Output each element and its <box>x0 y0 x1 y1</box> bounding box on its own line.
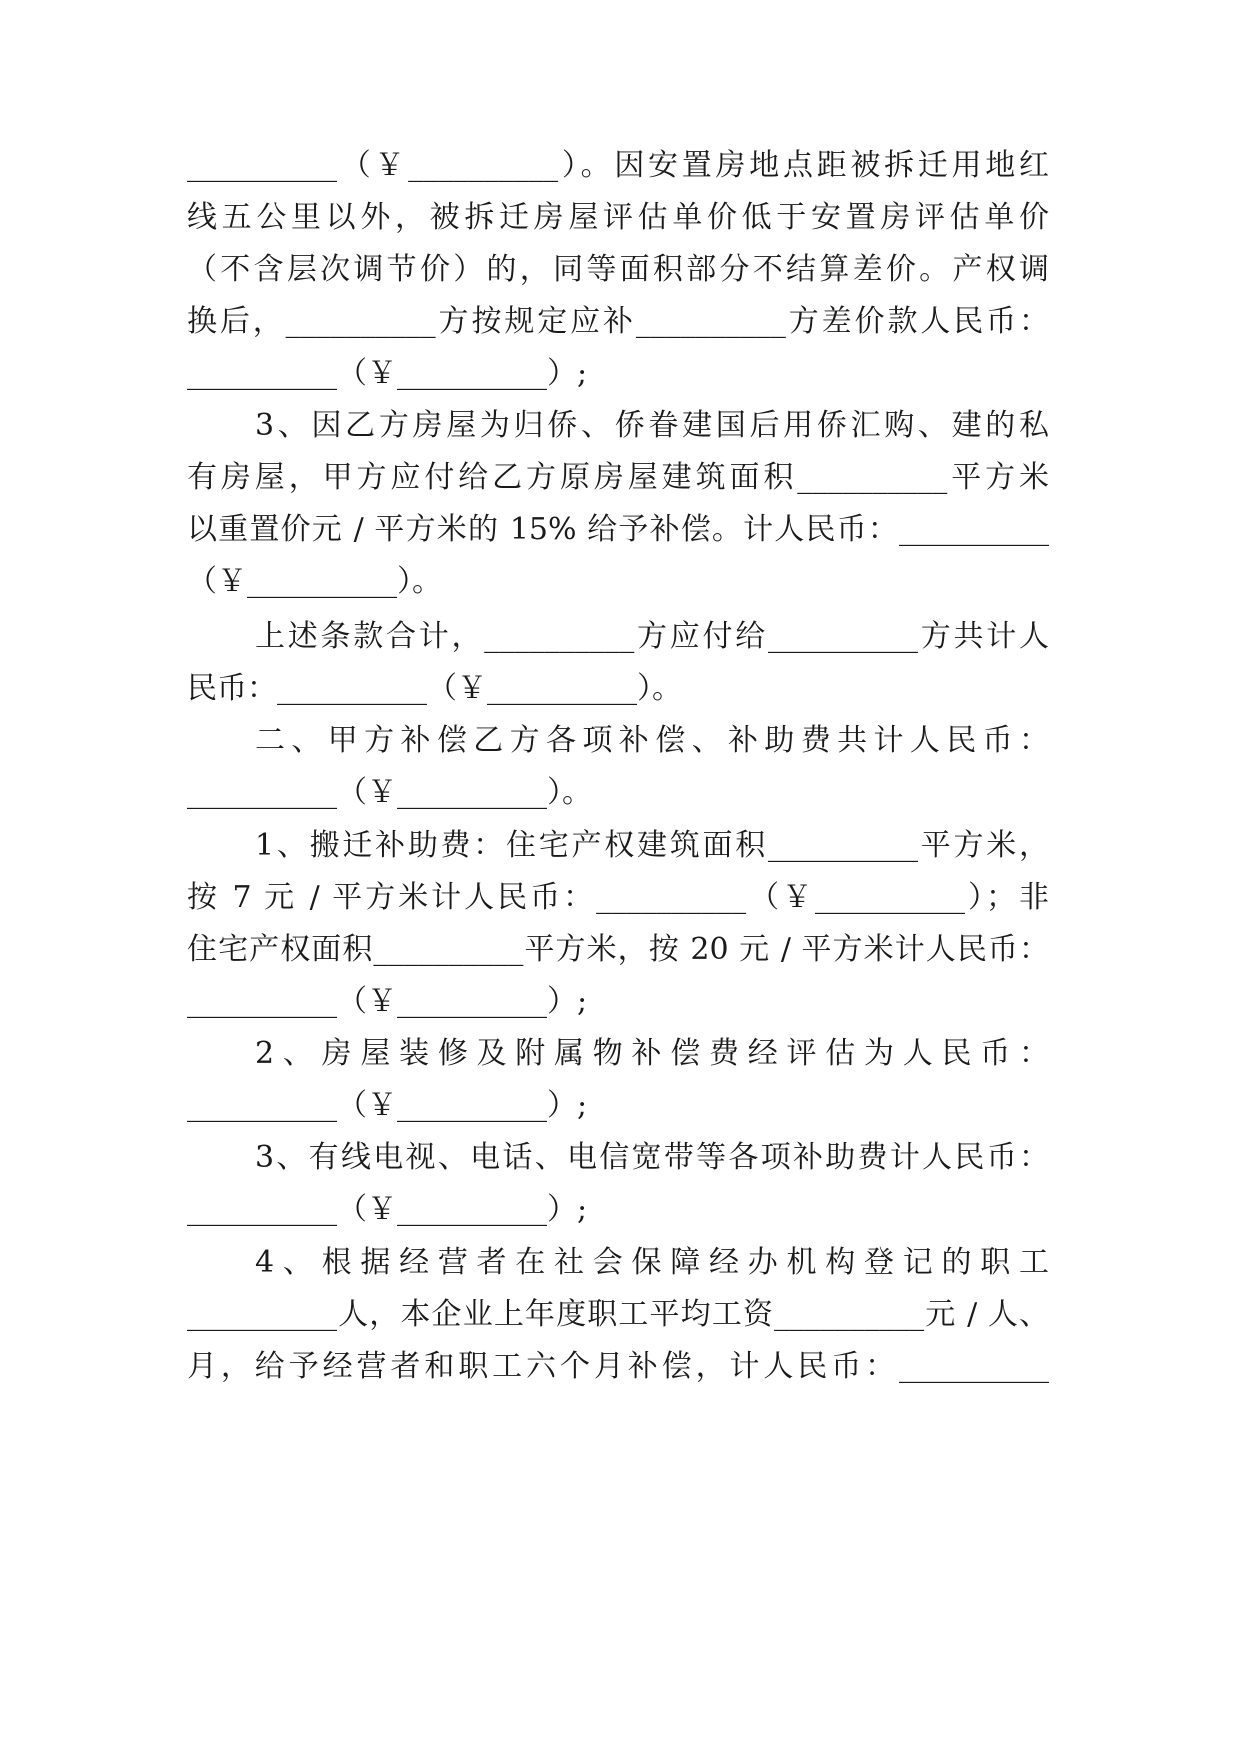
text-line-8: 以重置价元 / 平方米的 15% 给予补偿。计人民币：__________ <box>187 512 1049 547</box>
text-line-20: 3、有线电视、电话、电信宽带等各项补助费计人民币： <box>255 1140 1049 1175</box>
text-line-16: 住宅产权面积__________平方米，按 20 元 / 平方米计人民币： <box>187 932 1049 967</box>
text-line-6: 3、因乙方房屋为归侨、侨眷建国后用侨汇购、建的私 <box>255 408 1049 443</box>
text-line-17: __________（￥__________）; <box>187 984 588 1019</box>
text-line-19: __________（￥__________）; <box>187 1088 588 1123</box>
text-line-7: 有房屋，甲方应付给乙方原房屋建筑面积__________平方米 <box>187 460 1049 495</box>
text-line-14: 1、搬迁补助费：住宅产权建筑面积__________平方米， <box>255 828 1049 863</box>
text-line-18: 2、房屋装修及附属物补偿费经评估为人民币： <box>255 1036 1049 1071</box>
text-line-24: 月，给予经营者和职工六个月补偿，计人民币：__________ <box>187 1349 1049 1384</box>
text-line-13: __________（￥__________）。 <box>187 775 592 810</box>
text-line-4: 换后，__________方按规定应补__________方差价款人民币： <box>187 304 1049 339</box>
text-line-3: （不含层次调节价）的，同等面积部分不结算差价。产权调 <box>187 252 1049 287</box>
text-line-12: 二、甲方补偿乙方各项补偿、补助费共计人民币： <box>255 723 1049 758</box>
text-line-22: 4、根据经营者在社会保障经办机构登记的职工 <box>255 1245 1049 1280</box>
text-line-10: 上述条款合计，__________方应付给__________方共计人 <box>255 619 1049 654</box>
text-line-11: 民币：__________（￥__________）。 <box>187 671 682 706</box>
text-line-9: （￥__________）。 <box>187 564 442 599</box>
text-line-21: __________（￥__________）; <box>187 1192 588 1227</box>
text-line-23: __________人，本企业上年度职工平均工资__________元 / 人、 <box>187 1297 1049 1332</box>
text-line-5: __________（￥__________）; <box>187 356 588 391</box>
text-line-2: 线五公里以外，被拆迁房屋评估单价低于安置房评估单价 <box>187 200 1049 235</box>
text-line-1: __________（￥__________）。因安置房地点距被拆迁用地红 <box>187 148 1049 183</box>
text-line-15: 按 7 元 / 平方米计人民币：__________（￥__________）；非 <box>187 880 1049 915</box>
